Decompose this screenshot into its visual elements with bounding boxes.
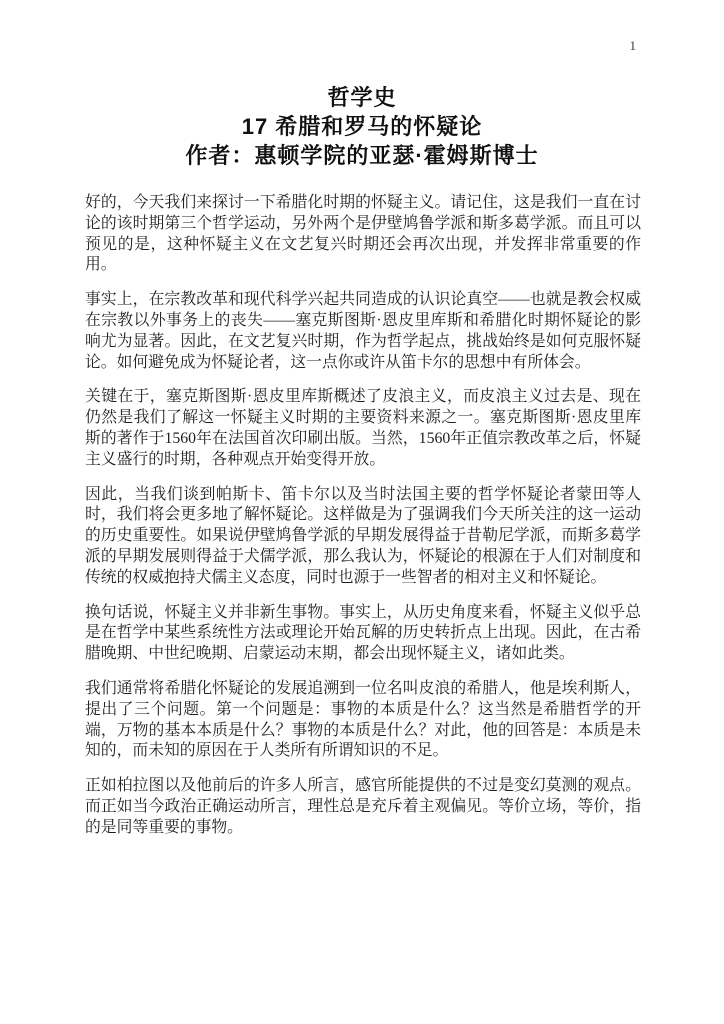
title-line-chapter: 17 希腊和罗马的怀疑论 <box>241 114 483 139</box>
paragraph: 我们通常将希腊化怀疑论的发展追溯到一位名叫皮浪的希腊人，他是埃利斯人，提出了三个问题。第一个问题是：事物的本质是什么？这当然是希腊哲学的开端，万物的基本本质是什么？事物的本质是什么？对此，他的回答是：本质是未知的，而未知的原因在于人类所有所谓知识的不足。 <box>85 679 641 760</box>
title-line-author: 作者：惠顿学院的亚瑟·霍姆斯博士 <box>185 143 539 168</box>
paragraph: 因此，当我们谈到帕斯卡、笛卡尔以及当时法国主要的哲学怀疑论者蒙田等人时，我们将会更多地了解怀疑论。这样做是为了强调我们今天所关注的这一运动的历史重要性。如果说伊壁鸠鲁学派的早期发展得益于昔勒尼学派，而斯多葛学派的早期发展则得益于犬儒学派，那么我认为，怀疑论的根源在于人们对制度和传统的权威抱持犬儒主义态度，同时也源于一些智者的相对主义和怀疑论。 <box>85 485 641 586</box>
page-number: 1 <box>629 38 636 53</box>
title-block <box>0 0 724 170</box>
paragraph: 正如柏拉图以及他前后的许多人所言，感官所能提供的不过是变幻莫测的观点。而正如当今政治正确运动所言，理性总是充斥着主观偏见。等价立场，等价，指的是同等重要的事物。 <box>85 777 641 836</box>
document-body <box>85 193 641 839</box>
title-line-series: 哲学史 <box>327 85 397 110</box>
paragraph: 好的，今天我们来探讨一下希腊化时期的怀疑主义。请记住，这是我们一直在讨论的该时期第三个哲学运动，另外两个是伊壁鸠鲁学派和斯多葛学派。而且可以预见的是，这种怀疑主义在文艺复兴时期还会再次出现，并发挥非常重要的作用。 <box>85 194 641 274</box>
paragraph: 换句话说，怀疑主义并非新生事物。事实上，从历史角度来看，怀疑主义似乎总是在哲学中某些系统性方法或理论开始瓦解的历史转折点上出现。因此，在古希腊晚期、中世纪晚期、启蒙运动末期，都会出现怀疑主义，诸如此类。 <box>85 603 641 663</box>
paragraph: 事实上，在宗教改革和现代科学兴起共同造成的认识论真空——也就是教会权威在宗教以外事务上的丧失——塞克斯图斯·恩皮里库斯和希腊化时期怀疑论的影响尤为显著。因此，在文艺复兴时期，作为哲学起点，挑战始终是如何克服怀疑论。如何避免成为怀疑论者，这一点你或许从笛卡尔的思想中有所体会。 <box>85 291 641 371</box>
paragraph: 关键在于，塞克斯图斯·恩皮里库斯概述了皮浪主义，而皮浪主义过去是、现在仍然是我们了解这一怀疑主义时期的主要资料来源之一。塞克斯图斯·恩皮里库斯的著作于1560年在法国首次印刷出版。当然，1560年正值宗教改革之后，怀疑主义盛行的时期，各种观点开始变得开放。 <box>85 388 641 468</box>
